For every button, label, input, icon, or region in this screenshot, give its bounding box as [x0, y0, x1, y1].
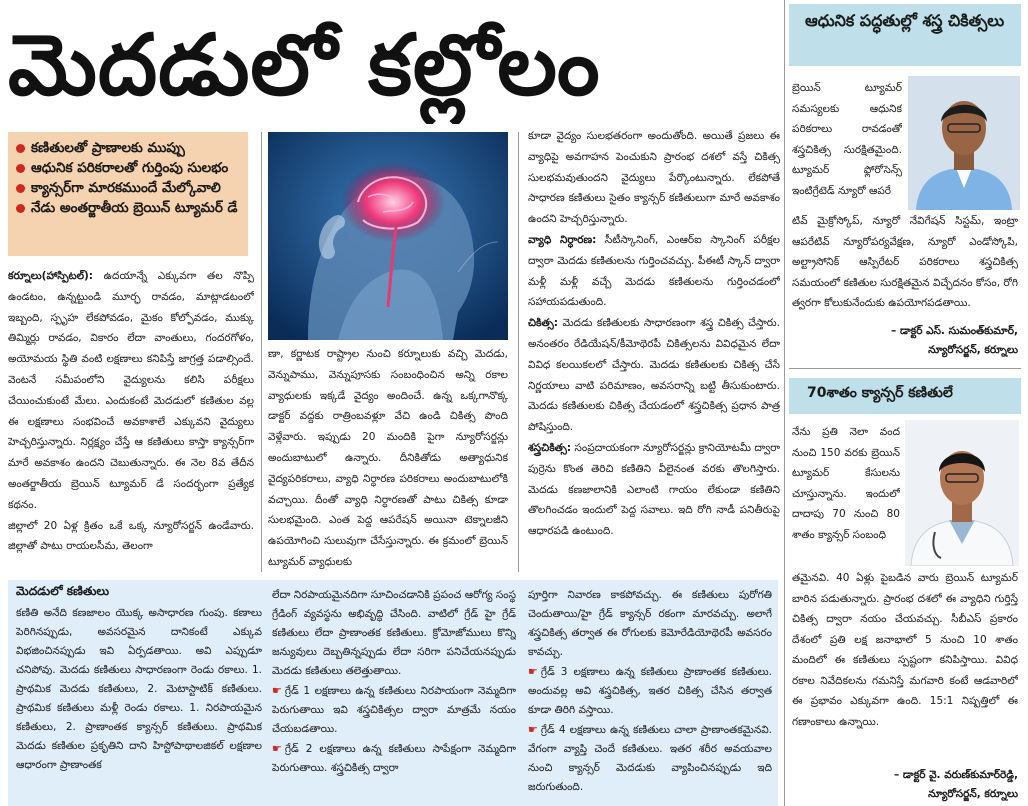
pointer-icon: ☛ [528, 665, 538, 678]
article-column-3 [528, 126, 780, 572]
paragraph: కణితి అనేది కణజాలం యొక్క అసాధారణ గుంపు. కణాలు పెరిగినప్పుడు, అవసరమైన దానికంటే ఎక్కువ విభజించినప్పుడు ఇవి ఏర్పడతాయి. అవి ఎప్పుడూ చనిపోవు. మెదడు కణితులు సాధారణంగా రెండు రకాలు. 1. ప్రాథమిక మెదడు కణితులు, 2. మెటాస్టాటిక్ కణితులు. ప్రాథమిక కణితులు మళ్లీ రెండు రకాలు. 1. నిరపాయమైన కణితులు, 2. ప్రాణాంతక క్యాన్సర్ కణితులు. ప్రాథమిక మెదడు కణితుల ప్రకృతిని దాని హిస్టోపాథాలజికల్ లక్షణాల ఆధారంగా ప్రాణాంతక [16, 607, 262, 771]
side-text-bottom: టివ్ మైక్రోస్కోప్, న్యూరో నేవిగేషన్ సిస్టమ్, ఇంట్రా ఆపరేటివ్ న్యూరోపర్యవేక్షణ, న్యూరో ఎండోస్కోపి, అల్ట్రాసోనిక్ ఆస్పిరేటర్ పరికరాలు శస్త్రచికిత్స సమయంలో కణితుల సురక్షితమైన విచ్ఛేదనం కోసం, రోగి త్వరగా కోలుకునేందుకు ఉపయోగపడతాయి. [792, 215, 1018, 309]
highlight-item: ఆధునిక పరికరాలతో గుర్తింపు సులభం [16, 158, 240, 178]
paragraph: లేదా నిరపాయమైనదిగా సూచించడానికి ప్రపంచ ఆరోగ్య సంస్థ గ్రేడింగ్ వ్యవస్థను అభివృద్ధి చేసింది. వాటిలో గ్రేడ్ హై గ్రేడ్ కణితులు లేదా ప్రాణాంతక కణితులు. క్రోమోజోములు కొన్ని జన్యువులు దెబ్బతిన్నప్పుడు లేదా సరిగా పనిచేయనప్పుడు మెదడు కణితులు తలెత్తుతాయి. [272, 589, 516, 677]
column-divider [518, 132, 519, 572]
highlight-item: కణితులతో ప్రాణాలకు ముప్పు [16, 138, 240, 158]
side-credit: – డాక్టర్ వై. వరుణ్‌కుమార్‌రెడ్డి, న్యూరోసర్జన్, కర్నూలు [894, 769, 1018, 800]
paragraph: ఉదయాన్నే ఎక్కువగా తల నొప్పి ఉండటం, ఉన్నట్టుండి మూర్ఛ రావడం, మాట్లాడటంలో ఇబ్బంది, స్పృహ లేకపోవడం, మైకం కోల్పోవడం, ముక్కు తిమ్మిర్లు రావడం, వికారం లేదా వాంతులు, గందరగోళం, అయోమయ స్థితి వంటి లక్షణాలు కనిపిస్తే జాగ్రత్త పడాల్సిందే. వెంటనే సమీపంలోని వైద్యులను కలిసి పరీక్షలు చేయించుకుంటే మేలు. ఎందుకంటే మెదడులో కణితుల వల్ల ఈ లక్షణాలు సంభవించే అవకాశాలే ఎక్కువని వైద్యులు హెచ్చరిస్తున్నారు. నిర్లక్ష్యం చేస్తే ఆ కణితులు కాస్తా క్యాన్సర్‌గా మారే అవకాశం ఉందని చెబుతున్నారు. ఈ నెల 8వ తేదీన అంతర్జాతీయ బ్రెయిన్ ట్యూమర్ డే సందర్భంగా ప్రత్యేక కథనం. [8, 270, 254, 511]
highlight-item: నేడు అంతర్జాతీయ బ్రెయిన్ ట్యూమర్ డే [16, 198, 240, 218]
brain-illustration [268, 132, 508, 340]
side-heading: 70శాతం క్యాన్సర్ కణితులే [807, 385, 953, 401]
grade-item: ☛ గ్రేడ్ 4 లక్షణాలు ఉన్న కణితులు చాలా ప్రాణాంతకమైనవి. వేగంగా వ్యాప్తి చెందే కణితులు. ఇతర శరీర అవయవాల నుంచి క్యాన్సర్ మెదడుకు వ్యాపించినప్పుడు ఇది జరుగుతుంది. [528, 723, 772, 793]
paragraph: మెదడు కణితులకు సాధారణంగా శస్త్ర చికిత్స చేస్తారు. అనంతరం రేడియేషన్/కీమోథెరపీ చికిత్సలను వివిధమైన లేదా వివిధ కలయికలలో చేస్తారు. మెదడు కణితులకు చికిత్స చేసే నిర్ణయాలు వాటి పరిమాణం, అవసరాన్ని బట్టి తీసుకుంటారు. మెదడు కణితులకు చికిత్స చేయడంలో శస్త్రచికిత్స ప్రధాన పాత్ర పోషిస్తుంది. [528, 317, 780, 434]
info-column-1 [16, 604, 262, 804]
paragraph: ణా, కర్ణాటక రాష్ట్రాల నుంచి కర్నూలుకు వచ్చి మెదడు, వెన్నుపాము, వెన్నుపూసకు సంబంధించిన అన్ని రకాల వ్యాధులకు ఇక్కడే వైద్యం అందించే. ఉన్న ఒక్కగానొక్క డాక్టర్ వద్దకు రాత్రింబవళ్లూ వేచి ఉండి చికిత్స పొంది వెళ్లేవారు. ఇప్పుడు 20 మందికి పైగా న్యూరోసర్జన్లు అందుబాటులో ఉన్నారు. దీనికితోడు అత్యాధునిక వైద్యపరికరాలు, వ్యాధి నిర్ధారణ పరికరాలు అందుబాటులోకి వచ్చాయి. దీంతో వ్యాధి నిర్ధారణతో పాటు చికిత్స కూడా సులభమైంది. ఎంత పెద్ద ఆపరేషన్ అయినా టెక్నాలజీని ఉపయోగించి సులువుగా చేసేస్తున్నారు. ఈ క్రమంలో బ్రెయిన్ ట్యూమర్ వ్యాధులకు [268, 348, 508, 568]
highlights-box [8, 132, 248, 256]
grade-item: ☛ గ్రేడ్ 1 లక్షణాలు ఉన్న కణితులు నిరపాయంగా నెమ్మదిగా పెరుగుతాయి ఇవి శస్త్రచికిత్సల ద్వారా మాత్రమే నయం చేయబడతాయి. [272, 684, 516, 735]
pointer-icon: ☛ [528, 723, 538, 736]
pointer-icon: ☛ [272, 742, 282, 755]
subheading: శస్త్రచికిత్స: [528, 441, 572, 454]
bullet-icon [16, 184, 25, 193]
side-heading: ఆధునిక పద్ధతుల్లో శస్త్ర చికిత్సలు [805, 11, 1005, 30]
paragraph: కూడా వైద్యం సులభతరంగా అందుతోంది. అయితే ప్రజలు ఈ వ్యాధిపై అవగాహన పెంచుకుని ప్రారంభ దశలో వస్తే చికిత్స సులభమవుతుందని వైద్యులు పేర్కొంటున్నారు. లేకపోతే సాధారణ కణితులు సైతం క్యాన్సర్ కణితులుగా మారే అవకాశం ఉందని హెచ్చరిస్తున్నారు. [528, 130, 780, 226]
info-box-heading: మెదడులో కణితులు [16, 584, 110, 598]
dateline: కర్నూలు(హాస్పిటల్): [8, 270, 94, 282]
side-divider [789, 368, 1021, 369]
paragraph: సీటీస్కానింగ్, ఎంఆర్ఐ స్కానింగ్ పరీక్షల ద్వారా మెదడు కణితులను గుర్తించవచ్చు. పీఈటీ స్కాన్ ద్వారా మళ్లీ మళ్లీ వచ్చే మెదడు కణితులను గుర్తించడంలో సహాయపడుతుంది. [528, 233, 780, 309]
subheading: వ్యాధి నిర్ధారణ: [528, 233, 597, 246]
article-column-2 [268, 344, 508, 572]
side-credit: – డాక్టర్ ఎస్. సుమంత్‌కుమార్, న్యూరోసర్జన్, కర్నూలు [891, 325, 1018, 356]
highlight-item: క్యాన్సర్‌గా మారకముందే మేల్కోవాలి [16, 178, 240, 198]
paragraph: సంప్రదాయకంగా న్యూరోసర్జన్లు క్రానియోటమీ ద్వారా పుర్రెను కొంత తెరిచి కణితిని వీలైనంత వరకు తొలగిస్తారు. మెదడు కణజాలానికి ఎలాంటి గాయం లేకుండా కణితిని తొలగించడం ఇందులో పెద్ద సవాలు. ఇది రోగి నాడీ పనితీరుపై ఆధారపడి ఉంటుంది. [528, 441, 780, 538]
doctor-photo [908, 76, 1020, 210]
side-text-top: బ్రెయిన్ ట్యూమర్ సమస్యలకు ఆధునిక పరికరాలు రావడంతో శస్త్రచికిత్స సురక్షితమైంది. ట్యూమర్ ఫ్లోరోసెన్స్ ఇంటిగ్రేటెడ్ న్యూరో ఆపరే [792, 82, 902, 197]
grade-item: ☛ గ్రేడ్ 2 లక్షణాలు ఉన్న కణితులు సాపేక్షంగా నెమ్మదిగా పెరుగుతాయి. శస్త్రచికిత్స ద్వారా [272, 742, 516, 774]
side-text-bottom: తమైనవి. 40 ఏళ్లు పైబడిన వారు బ్రెయిన్ ట్యూమర్ బారిన పడుతున్నారు. ప్రారంభ దశలో ఈ వ్యాధిని గుర్తిస్తే చికిత్స ద్వారా నయం చేయవచ్చు. సీబీఎస్ ప్రకారం దేశంలో ప్రతి లక్ష జనాభాలో 5 నుంచి 10 శాతం మందిలో ఈ కణితులు స్పష్టంగా కనిపిస్తాయి. వివిధ రకాల నివేదికలను గమనిస్తే మగవారి కంటే ఆడవారిలో ఈ ప్రభావం ఎక్కువగా ఉంది. 15:1 నిష్పత్తిలో ఈ గణాంకాలు ఉన్నాయి. [792, 572, 1018, 728]
bullet-icon [16, 164, 25, 173]
paragraph: పూర్తిగా నివారణ కాకపోవచ్చు. ఈ కణితులు పురోగతి చెందుతాయి/హై గ్రేడ్ క్యాన్సర్ రకంగా మారవచ్చు. అలాగే శస్త్రచికిత్స తర్వాత ఈ రోగులకు కెమోరేడియోథెరపీ అవసరం కావచ్చు. [528, 589, 772, 658]
column-divider [261, 132, 262, 572]
bullet-icon [16, 144, 25, 153]
sidebar-divider [784, 0, 785, 806]
pointer-icon: ☛ [272, 684, 282, 697]
subheading: చికిత్స: [528, 317, 558, 330]
grade-item: ☛ గ్రేడ్ 3 లక్షణాలు ఉన్న కణితులు ప్రాణాంతక కణితులు. అందువల్ల అవి శస్త్రచికిత్స, ఇతర చికిత్స చేసిన తర్వాత కూడా తిరిగి వస్తాయి. [528, 665, 772, 716]
article-column-1 [8, 266, 254, 572]
headline: మెదడులో కల్లోలం [8, 16, 601, 114]
side-text-top: నేను ప్రతి నెలా వంద నుంచి 150 వరకు బ్రెయిన్ ట్యూమర్ కేసులను చూస్తున్నాను. ఇందులో దాదాపు 70 నుంచి 80 శాతం క్యాన్సర్ సంబంధి [792, 426, 900, 541]
info-column-3 [528, 586, 772, 804]
paragraph: జిల్లాలో 20 ఏళ్ల క్రితం ఒకే ఒక్క న్యూరోసర్జన్ ఉండేవారు. జిల్లాతో పాటు రాయలసీమ, తెలంగా [8, 519, 254, 553]
info-column-2 [272, 586, 516, 804]
doctor-photo [905, 420, 1019, 566]
bullet-icon [16, 204, 25, 213]
